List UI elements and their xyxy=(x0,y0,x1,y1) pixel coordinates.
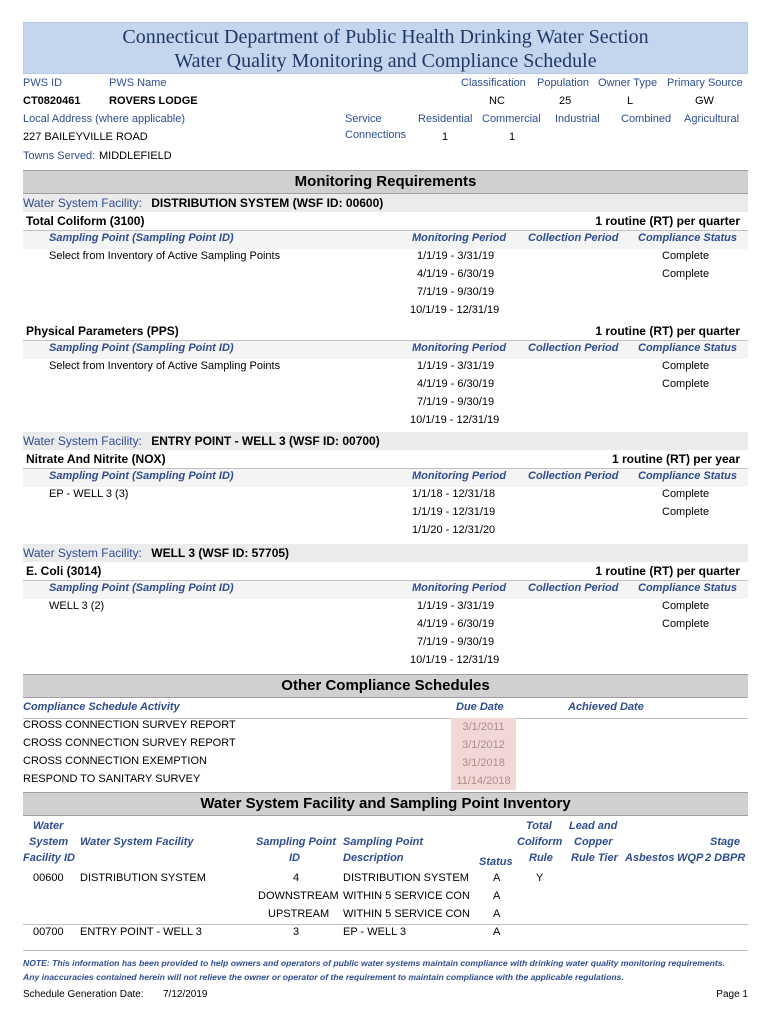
h-spid-1: Sampling Point xyxy=(256,836,337,848)
h-wsfid-1: Water xyxy=(33,820,64,832)
h-spdesc-2: Description xyxy=(343,852,404,864)
title-line-2: Water Quality Monitoring and Compliance Schedule xyxy=(174,50,597,72)
analyte-name: Nitrate And Nitrite (NOX) xyxy=(26,452,166,466)
h-lc-3: Rule Tier xyxy=(571,852,618,864)
inv-r3-desc: WITHIN 5 SERVICE CON xyxy=(343,908,470,920)
inv-r4-spid: 3 xyxy=(293,926,300,938)
sampling-point: EP - WELL 3 (3) xyxy=(49,488,129,500)
commercial-label: Commercial xyxy=(482,113,541,125)
classification-label: Classification xyxy=(461,77,526,89)
sampling-point: Select from Inventory of Active Sampling Points xyxy=(49,250,281,262)
h-lc-2: Copper xyxy=(574,836,613,848)
inv-r4-wsf: ENTRY POINT - WELL 3 xyxy=(80,926,202,938)
inv-r4-id: 00700 xyxy=(33,926,64,938)
col-compliance-status: Compliance Status xyxy=(638,232,738,244)
inv-r1-spid: 4 xyxy=(293,872,300,884)
population-label: Population xyxy=(537,77,589,89)
h-wsfid-3: Facility ID xyxy=(23,852,75,864)
schedule-document xyxy=(23,22,748,1011)
period-3: 7/1/19 - 9/30/19 xyxy=(417,286,495,298)
towns-label: Towns Served: xyxy=(23,150,96,162)
primary-source-value: GW xyxy=(695,95,714,107)
activity-1: CROSS CONNECTION SURVEY REPORT xyxy=(23,719,236,731)
combined-label: Combined xyxy=(621,113,672,125)
period-1: 1/1/18 - 12/31/18 xyxy=(412,488,496,500)
h-lc-1: Lead and xyxy=(569,820,618,832)
primary-source-label: Primary Source xyxy=(667,77,743,89)
due-date-1: 3/1/2011 xyxy=(451,718,516,736)
col-compliance-status: Compliance Status xyxy=(638,342,738,354)
inv-r3-status: A xyxy=(493,908,501,920)
owner-type-label: Owner Type xyxy=(598,77,658,89)
col-monitoring-period: Monitoring Period xyxy=(412,232,507,244)
status-1: Complete xyxy=(662,360,710,372)
col-monitoring-period: Monitoring Period xyxy=(412,342,507,354)
period-3: 7/1/19 - 9/30/19 xyxy=(417,396,495,408)
inv-r1-id: 00600 xyxy=(33,872,64,884)
pws-name-value: ROVERS LODGE xyxy=(109,95,198,107)
local-address-value: 227 BAILEYVILLE ROAD xyxy=(23,131,148,143)
col-collection-period: Collection Period xyxy=(528,470,619,482)
status-2: Complete xyxy=(662,506,710,518)
col-activity: Compliance Schedule Activity xyxy=(23,701,180,713)
inv-r1-wsf: DISTRIBUTION SYSTEM xyxy=(80,872,206,884)
col-compliance-status: Compliance Status xyxy=(638,582,738,594)
col-compliance-status: Compliance Status xyxy=(638,470,738,482)
status-1: Complete xyxy=(662,250,710,262)
industrial-label: Industrial xyxy=(555,113,600,125)
col-due-date: Due Date xyxy=(456,701,504,713)
e-coli-block xyxy=(23,562,748,674)
facility-bar-distribution xyxy=(23,194,748,212)
col-sampling-point: Sampling Point (Sampling Point ID) xyxy=(49,470,234,482)
period-1: 1/1/19 - 3/31/19 xyxy=(417,360,495,372)
analyte-frequency: 1 routine (RT) per quarter xyxy=(595,324,740,338)
inv-r1-status: A xyxy=(493,872,501,884)
period-2: 4/1/19 - 6/30/19 xyxy=(417,268,495,280)
owner-type-value: L xyxy=(627,95,634,107)
period-2: 4/1/19 - 6/30/19 xyxy=(417,618,495,630)
h-wsf: Water System Facility xyxy=(80,836,194,848)
activity-4: RESPOND TO SANITARY SURVEY xyxy=(23,773,201,785)
col-collection-period: Collection Period xyxy=(528,342,619,354)
col-collection-period: Collection Period xyxy=(528,582,619,594)
h-stage-1: Stage xyxy=(710,836,740,848)
h-wsfid-2: System xyxy=(29,836,69,848)
inventory-heading: Water System Facility and Sampling Point Inventory xyxy=(23,792,748,816)
generation-label: Schedule Generation Date: xyxy=(23,989,144,1000)
due-date-3: 3/1/2018 xyxy=(451,754,516,772)
pws-id-label: PWS ID xyxy=(23,77,63,89)
activity-3: CROSS CONNECTION EXEMPTION xyxy=(23,755,207,767)
residential-value: 1 xyxy=(442,131,449,143)
population-value: 25 xyxy=(559,95,572,107)
monitoring-requirements-heading: Monitoring Requirements xyxy=(23,170,748,194)
analyte-frequency: 1 routine (RT) per quarter xyxy=(595,564,740,578)
period-2: 1/1/19 - 12/31/19 xyxy=(412,506,496,518)
residential-label: Residential xyxy=(418,113,473,125)
status-1: Complete xyxy=(662,488,710,500)
col-sampling-point: Sampling Point (Sampling Point ID) xyxy=(49,232,234,244)
total-coliform-block xyxy=(23,212,748,322)
h-asbestos: Asbestos xyxy=(625,852,675,864)
status-1: Complete xyxy=(662,600,710,612)
commercial-value: 1 xyxy=(509,131,516,143)
inv-r4-desc: EP - WELL 3 xyxy=(343,926,406,938)
facility-bar-well-3 xyxy=(23,544,748,562)
inv-r2-desc: WITHIN 5 SERVICE CON xyxy=(343,890,470,902)
analyte-frequency: 1 routine (RT) per quarter xyxy=(595,214,740,228)
other-compliance-table xyxy=(23,698,748,792)
footer xyxy=(23,950,748,1011)
inv-r2-status: A xyxy=(493,890,501,902)
h-wqp: WQP xyxy=(677,852,704,864)
status-2: Complete xyxy=(662,378,710,390)
period-1: 1/1/19 - 3/31/19 xyxy=(417,600,495,612)
pws-name-label: PWS Name xyxy=(109,77,167,89)
period-3: 1/1/20 - 12/31/20 xyxy=(412,524,496,536)
facility-name: DISTRIBUTION SYSTEM (WSF ID: 00600) xyxy=(151,196,384,210)
sampling-point: Select from Inventory of Active Sampling Points xyxy=(49,360,281,372)
other-compliance-heading: Other Compliance Schedules xyxy=(23,674,748,698)
h-tc-2: Coliform xyxy=(517,836,563,848)
facility-bar-entry-point xyxy=(23,432,748,450)
inv-r3-spid: UPSTREAM xyxy=(268,908,330,920)
local-address-label: Local Address (where applicable) xyxy=(23,113,186,125)
h-status: Status xyxy=(479,856,513,868)
col-monitoring-period: Monitoring Period xyxy=(412,470,507,482)
analyte-frequency: 1 routine (RT) per year xyxy=(611,452,740,466)
col-achieved-date: Achieved Date xyxy=(568,701,644,713)
period-4: 10/1/19 - 12/31/19 xyxy=(410,304,500,316)
service-label-2: Connections xyxy=(345,129,407,141)
analyte-name: E. Coli (3014) xyxy=(26,564,102,578)
due-date-2: 3/1/2012 xyxy=(451,736,516,754)
inventory-table xyxy=(23,816,748,944)
page-number: Page 1 xyxy=(716,989,748,1000)
note-line-2: Any inaccuracies contained herein will not relieve the owner or operator of the requirement to maintain compliance with the applicable regulations. xyxy=(23,972,624,982)
pws-id-value: CT0820461 xyxy=(23,95,81,107)
facility-prefix: Water System Facility: xyxy=(23,196,142,210)
nitrate-block xyxy=(23,450,748,544)
service-label-1: Service xyxy=(345,113,382,125)
title-line-1: Connecticut Department of Public Health Drinking Water Section xyxy=(122,26,649,48)
activity-2: CROSS CONNECTION SURVEY REPORT xyxy=(23,737,236,749)
period-4: 10/1/19 - 12/31/19 xyxy=(410,654,500,666)
col-sampling-point: Sampling Point (Sampling Point ID) xyxy=(49,342,234,354)
col-collection-period: Collection Period xyxy=(528,232,619,244)
analyte-name: Physical Parameters (PPS) xyxy=(26,324,179,338)
pws-info xyxy=(23,74,748,170)
classification-value: NC xyxy=(489,95,505,107)
facility-name: ENTRY POINT - WELL 3 (WSF ID: 00700) xyxy=(151,434,380,448)
inv-r1-tc: Y xyxy=(536,872,544,884)
physical-parameters-block xyxy=(23,322,748,432)
generation-date: 7/12/2019 xyxy=(163,989,208,1000)
h-stage-2: 2 DBPR xyxy=(705,852,746,864)
h-tc-1: Total xyxy=(526,820,552,832)
towns-value: MIDDLEFIELD xyxy=(99,150,172,162)
sampling-point: WELL 3 (2) xyxy=(49,600,105,612)
facility-name: WELL 3 (WSF ID: 57705) xyxy=(151,546,290,560)
h-spid-2: ID xyxy=(289,852,300,864)
inv-r4-status: A xyxy=(493,926,501,938)
status-2: Complete xyxy=(662,268,710,280)
agricultural-label: Agricultural xyxy=(684,113,740,125)
inv-r1-desc: DISTRIBUTION SYSTEM xyxy=(343,872,469,884)
analyte-name: Total Coliform (3100) xyxy=(26,214,145,228)
note-line-1: NOTE: This information has been provided to help owners and operators of public water systems maintain compliance with drinking water quality monitoring requirements. xyxy=(23,958,725,968)
facility-prefix: Water System Facility: xyxy=(23,434,142,448)
period-4: 10/1/19 - 12/31/19 xyxy=(410,414,500,426)
col-sampling-point: Sampling Point (Sampling Point ID) xyxy=(49,582,234,594)
document-title xyxy=(23,22,748,74)
period-1: 1/1/19 - 3/31/19 xyxy=(417,250,495,262)
due-date-4: 11/14/2018 xyxy=(451,772,516,790)
h-tc-3: Rule xyxy=(529,852,553,864)
period-3: 7/1/19 - 9/30/19 xyxy=(417,636,495,648)
h-spdesc-1: Sampling Point xyxy=(343,836,424,848)
facility-prefix: Water System Facility: xyxy=(23,546,142,560)
status-2: Complete xyxy=(662,618,710,630)
inv-r2-spid: DOWNSTREAM xyxy=(258,890,339,902)
col-monitoring-period: Monitoring Period xyxy=(412,582,507,594)
period-2: 4/1/19 - 6/30/19 xyxy=(417,378,495,390)
